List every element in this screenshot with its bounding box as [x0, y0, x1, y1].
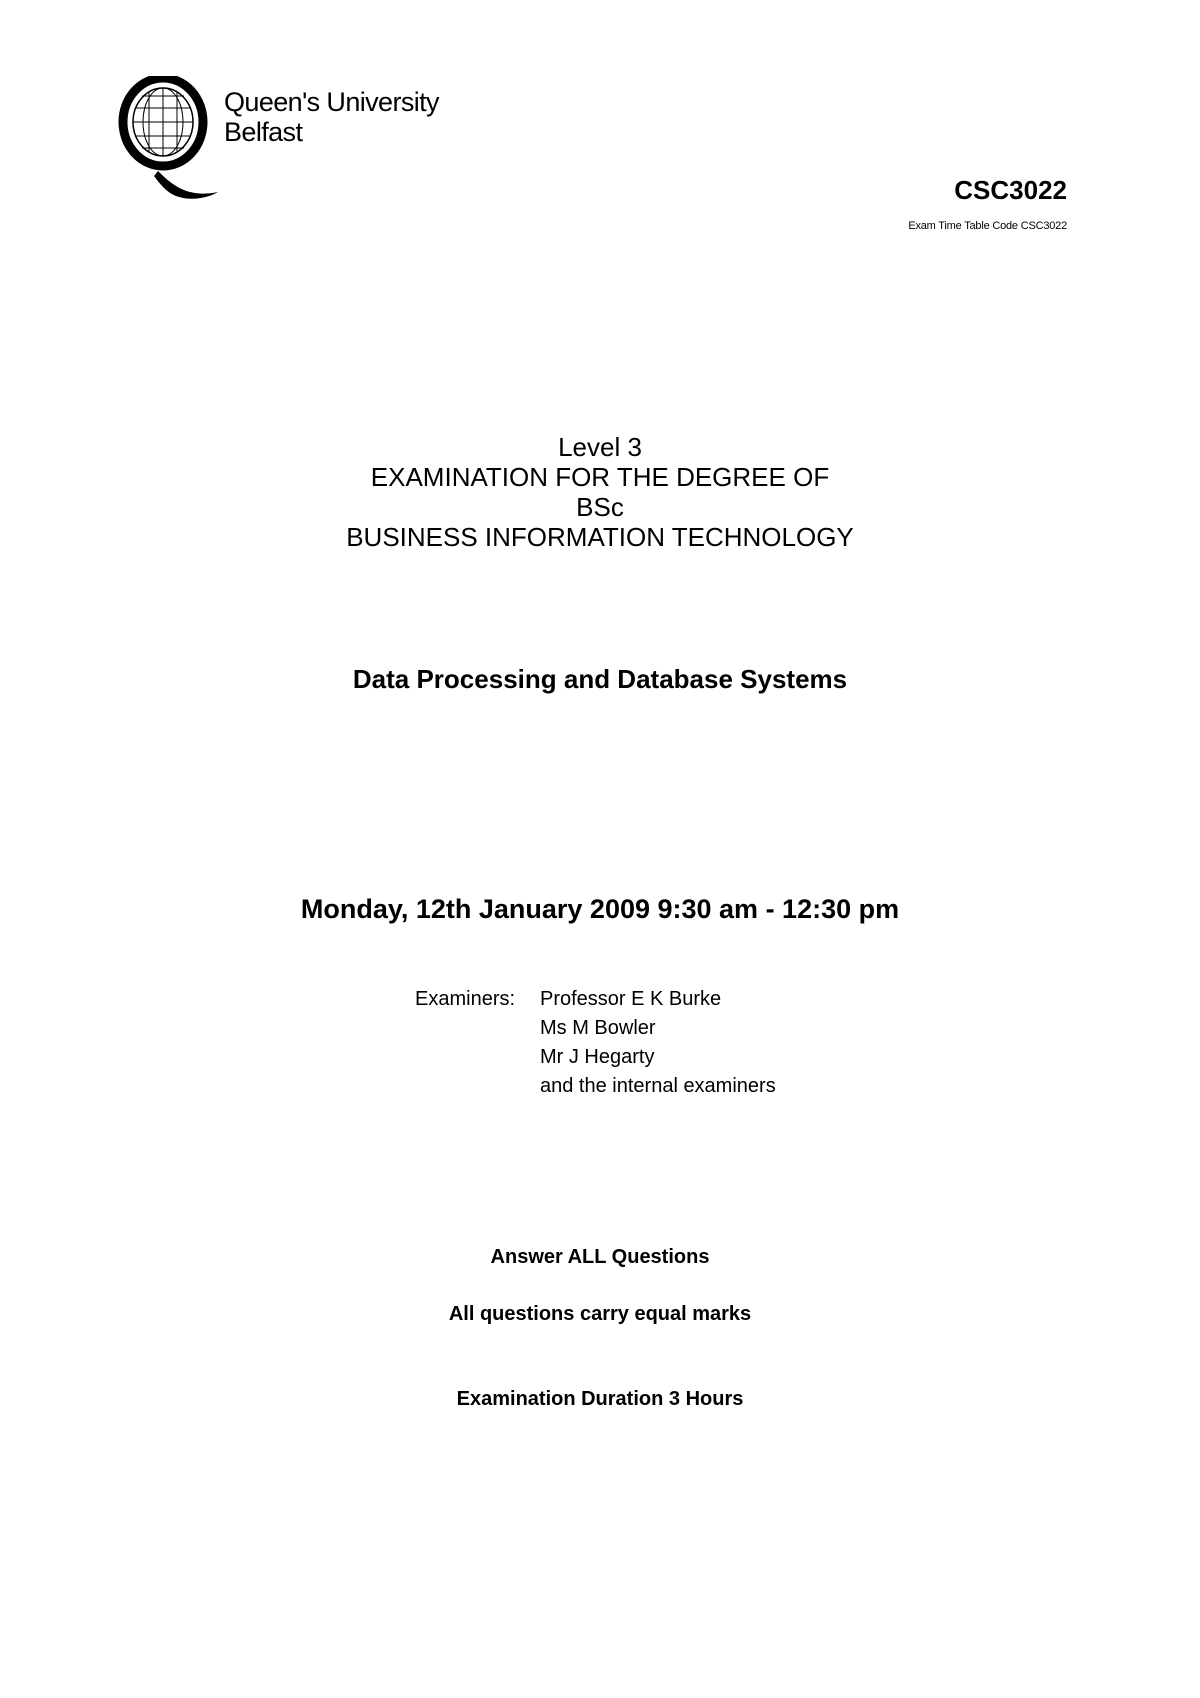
examiners-list: [540, 985, 776, 1101]
marks-instruction: All questions carry equal marks: [448, 1303, 752, 1325]
examiners-label: Examiners:: [415, 988, 516, 1010]
degree-line: BSc: [576, 492, 624, 522]
examiner-name: Mr J Hegarty: [540, 1046, 655, 1068]
examination-line: EXAMINATION FOR THE DEGREE OF: [370, 462, 830, 492]
university-logo: [118, 76, 458, 201]
degree-block: [0, 432, 1200, 552]
duration-instruction: Examination Duration 3 Hours: [456, 1388, 744, 1410]
level-line: Level 3: [558, 432, 642, 462]
exam-subject: Data Processing and Database Systems: [352, 664, 848, 694]
crest-icon: [118, 76, 228, 201]
exam-datetime: Monday, 12th January 2009 9:30 am - 12:30 pm: [300, 894, 900, 924]
answer-instruction: Answer ALL Questions: [490, 1246, 710, 1268]
programme-line: BUSINESS INFORMATION TECHNOLOGY: [346, 522, 854, 552]
examiner-name: and the internal examiners: [540, 1075, 776, 1097]
university-city: Belfast: [224, 117, 303, 147]
examiner-name: Ms M Bowler: [540, 1017, 656, 1039]
timetable-code: Exam Time Table Code CSC3022: [908, 220, 1067, 232]
examiner-name: Professor E K Burke: [540, 988, 722, 1010]
course-code: CSC3022: [954, 175, 1067, 205]
university-name: Queen's University: [224, 87, 439, 117]
